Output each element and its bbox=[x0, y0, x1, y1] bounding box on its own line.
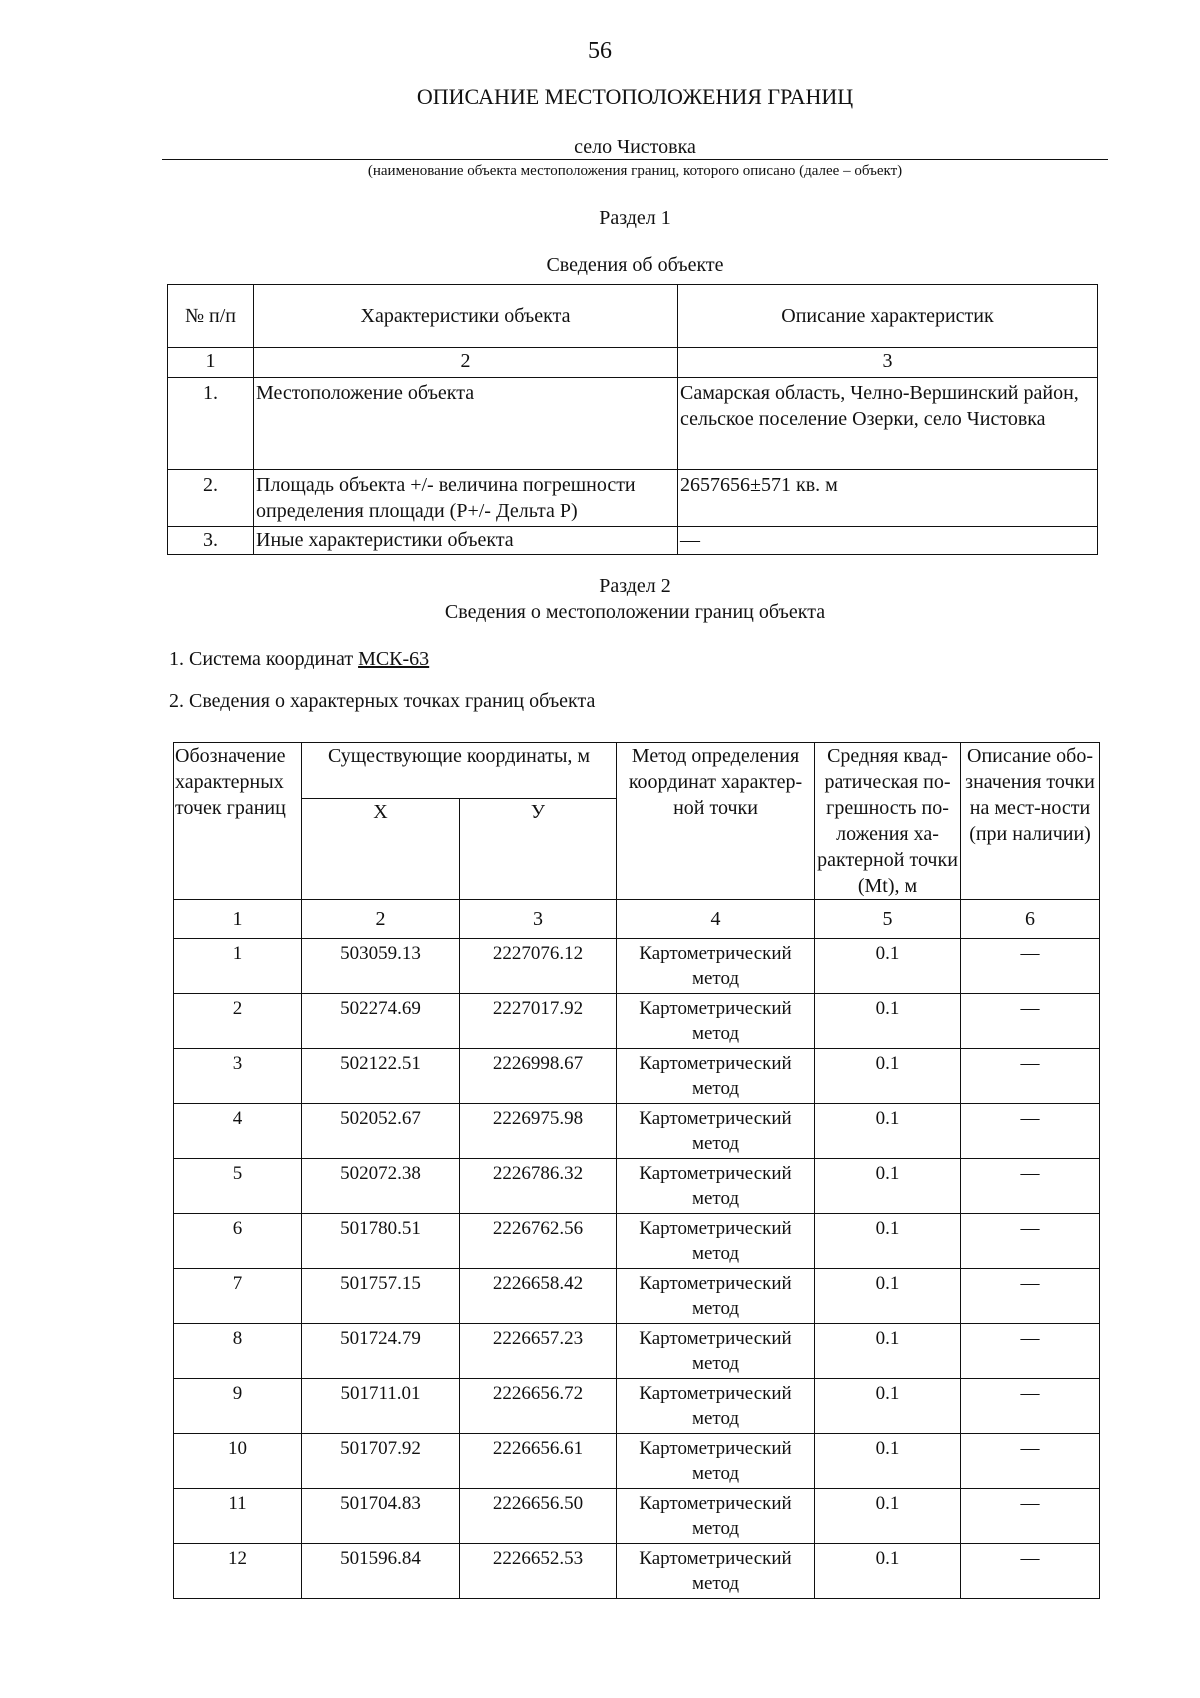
point-y: 2226656.61 bbox=[460, 1434, 617, 1489]
point-y: 2226656.72 bbox=[460, 1379, 617, 1434]
point-mt: 0.1 bbox=[815, 1544, 961, 1599]
row-description: — bbox=[678, 527, 1098, 555]
point-id: 4 bbox=[174, 1104, 302, 1159]
point-id: 8 bbox=[174, 1324, 302, 1379]
point-y: 2227076.12 bbox=[460, 939, 617, 994]
table-row bbox=[174, 939, 1100, 994]
point-method: Картометрический метод bbox=[617, 1049, 815, 1104]
header-num: № п/п bbox=[168, 285, 254, 348]
section2-title: Раздел 2 bbox=[599, 575, 671, 597]
point-id: 6 bbox=[174, 1214, 302, 1269]
header-method: Метод определения координат характер-ной точки bbox=[617, 743, 815, 900]
table-row bbox=[174, 1269, 1100, 1324]
table-row bbox=[174, 1544, 1100, 1599]
point-x: 503059.13 bbox=[302, 939, 460, 994]
table-row bbox=[174, 1049, 1100, 1104]
point-y: 2227017.92 bbox=[460, 994, 617, 1049]
header-coordinates: Существующие координаты, м bbox=[302, 743, 617, 799]
point-y: 2226656.50 bbox=[460, 1489, 617, 1544]
coordinate-system-value: МСК-63 bbox=[358, 648, 430, 670]
row-number: 1. bbox=[168, 378, 254, 470]
points-heading: 2. Сведения о характерных точках границ объекта bbox=[169, 690, 596, 712]
row-characteristic: Иные характеристики объекта bbox=[254, 527, 678, 555]
point-method: Картометрический метод bbox=[617, 1269, 815, 1324]
point-mt: 0.1 bbox=[815, 1379, 961, 1434]
point-method: Картометрический метод bbox=[617, 1544, 815, 1599]
column-number: 2 bbox=[302, 900, 460, 939]
point-y: 2226998.67 bbox=[460, 1049, 617, 1104]
page-number: 56 bbox=[588, 38, 612, 64]
point-id: 9 bbox=[174, 1379, 302, 1434]
table-row bbox=[174, 1379, 1100, 1434]
header-y: У bbox=[460, 799, 617, 900]
point-x: 501711.01 bbox=[302, 1379, 460, 1434]
point-description: — bbox=[961, 994, 1100, 1049]
point-mt: 0.1 bbox=[815, 1104, 961, 1159]
header-x: X bbox=[302, 799, 460, 900]
header-characteristic: Характеристики объекта bbox=[254, 285, 678, 348]
table-row bbox=[174, 1159, 1100, 1214]
point-mt: 0.1 bbox=[815, 1324, 961, 1379]
point-description: — bbox=[961, 1049, 1100, 1104]
boundary-points-table bbox=[173, 742, 1100, 1599]
point-x: 501707.92 bbox=[302, 1434, 460, 1489]
point-y: 2226762.56 bbox=[460, 1214, 617, 1269]
row-description: Самарская область, Челно-Вершинский район, сельское поселение Озерки, село Чистовка bbox=[678, 378, 1098, 470]
point-x: 502072.38 bbox=[302, 1159, 460, 1214]
table-row bbox=[174, 1489, 1100, 1544]
point-id: 3 bbox=[174, 1049, 302, 1104]
object-info-table bbox=[167, 284, 1098, 555]
table-row bbox=[174, 994, 1100, 1049]
point-description: — bbox=[961, 1379, 1100, 1434]
point-method: Картометрический метод bbox=[617, 939, 815, 994]
point-description: — bbox=[961, 1324, 1100, 1379]
point-x: 502274.69 bbox=[302, 994, 460, 1049]
point-method: Картометрический метод bbox=[617, 1324, 815, 1379]
point-mt: 0.1 bbox=[815, 939, 961, 994]
point-method: Картометрический метод bbox=[617, 994, 815, 1049]
point-y: 2226975.98 bbox=[460, 1104, 617, 1159]
point-y: 2226786.32 bbox=[460, 1159, 617, 1214]
point-id: 2 bbox=[174, 994, 302, 1049]
coordinate-system-label: 1. Система координат bbox=[169, 648, 354, 670]
point-description: — bbox=[961, 1104, 1100, 1159]
column-number: 2 bbox=[254, 348, 678, 378]
point-x: 501780.51 bbox=[302, 1214, 460, 1269]
section1-title: Раздел 1 bbox=[599, 207, 671, 229]
header-designation: Обозначение характерных точек границ bbox=[174, 743, 302, 900]
point-mt: 0.1 bbox=[815, 1489, 961, 1544]
point-mt: 0.1 bbox=[815, 994, 961, 1049]
point-y: 2226658.42 bbox=[460, 1269, 617, 1324]
column-number: 3 bbox=[460, 900, 617, 939]
table-row bbox=[174, 1104, 1100, 1159]
object-name-underline bbox=[162, 159, 1108, 160]
point-x: 502122.51 bbox=[302, 1049, 460, 1104]
point-description: — bbox=[961, 1544, 1100, 1599]
coordinate-system bbox=[169, 648, 429, 671]
row-number: 2. bbox=[168, 470, 254, 527]
row-characteristic: Местоположение объекта bbox=[254, 378, 678, 470]
header-point-description: Описание обо-значения точки на мест-ности (при наличии) bbox=[961, 743, 1100, 900]
point-mt: 0.1 bbox=[815, 1159, 961, 1214]
column-number: 6 bbox=[961, 900, 1100, 939]
point-x: 501724.79 bbox=[302, 1324, 460, 1379]
point-description: — bbox=[961, 1489, 1100, 1544]
row-characteristic: Площадь объекта +/- величина погрешности определения площади (P+/- Дельта P) bbox=[254, 470, 678, 527]
point-id: 11 bbox=[174, 1489, 302, 1544]
point-mt: 0.1 bbox=[815, 1434, 961, 1489]
column-number: 1 bbox=[174, 900, 302, 939]
table-row bbox=[168, 527, 1098, 555]
header-error: Средняя квад-ратическая по-грешность по-ложения ха-рактерной точки (Mt), м bbox=[815, 743, 961, 900]
point-description: — bbox=[961, 1159, 1100, 1214]
point-y: 2226652.53 bbox=[460, 1544, 617, 1599]
column-number: 5 bbox=[815, 900, 961, 939]
point-id: 5 bbox=[174, 1159, 302, 1214]
document-title: ОПИСАНИЕ МЕСТОПОЛОЖЕНИЯ ГРАНИЦ bbox=[416, 84, 854, 109]
row-description: 2657656±571 кв. м bbox=[678, 470, 1098, 527]
point-id: 7 bbox=[174, 1269, 302, 1324]
point-id: 1 bbox=[174, 939, 302, 994]
column-number: 1 bbox=[168, 348, 254, 378]
table-row bbox=[174, 1324, 1100, 1379]
column-numbers-row bbox=[174, 900, 1100, 939]
point-id: 12 bbox=[174, 1544, 302, 1599]
table-row bbox=[168, 470, 1098, 527]
column-number: 4 bbox=[617, 900, 815, 939]
section2-subtitle: Сведения о местоположении границ объекта bbox=[444, 601, 826, 623]
point-method: Картометрический метод bbox=[617, 1104, 815, 1159]
point-description: — bbox=[961, 1214, 1100, 1269]
object-name: село Чистовка bbox=[574, 136, 696, 158]
point-x: 501596.84 bbox=[302, 1544, 460, 1599]
table-row bbox=[174, 1214, 1100, 1269]
point-method: Картометрический метод bbox=[617, 1159, 815, 1214]
point-x: 501704.83 bbox=[302, 1489, 460, 1544]
point-method: Картометрический метод bbox=[617, 1214, 815, 1269]
point-method: Картометрический метод bbox=[617, 1379, 815, 1434]
object-caption: (наименование объекта местоположения границ, которого описано (далее – объект) bbox=[367, 163, 903, 179]
table-row bbox=[174, 1434, 1100, 1489]
row-number: 3. bbox=[168, 527, 254, 555]
point-id: 10 bbox=[174, 1434, 302, 1489]
point-description: — bbox=[961, 1269, 1100, 1324]
header-description: Описание характеристик bbox=[678, 285, 1098, 348]
point-description: — bbox=[961, 939, 1100, 994]
point-x: 501757.15 bbox=[302, 1269, 460, 1324]
column-number: 3 bbox=[678, 348, 1098, 378]
table-row bbox=[168, 378, 1098, 470]
point-mt: 0.1 bbox=[815, 1049, 961, 1104]
point-method: Картометрический метод bbox=[617, 1489, 815, 1544]
point-mt: 0.1 bbox=[815, 1214, 961, 1269]
point-x: 502052.67 bbox=[302, 1104, 460, 1159]
section1-subtitle: Сведения об объекте bbox=[546, 254, 724, 276]
point-y: 2226657.23 bbox=[460, 1324, 617, 1379]
point-description: — bbox=[961, 1434, 1100, 1489]
point-method: Картометрический метод bbox=[617, 1434, 815, 1489]
point-mt: 0.1 bbox=[815, 1269, 961, 1324]
